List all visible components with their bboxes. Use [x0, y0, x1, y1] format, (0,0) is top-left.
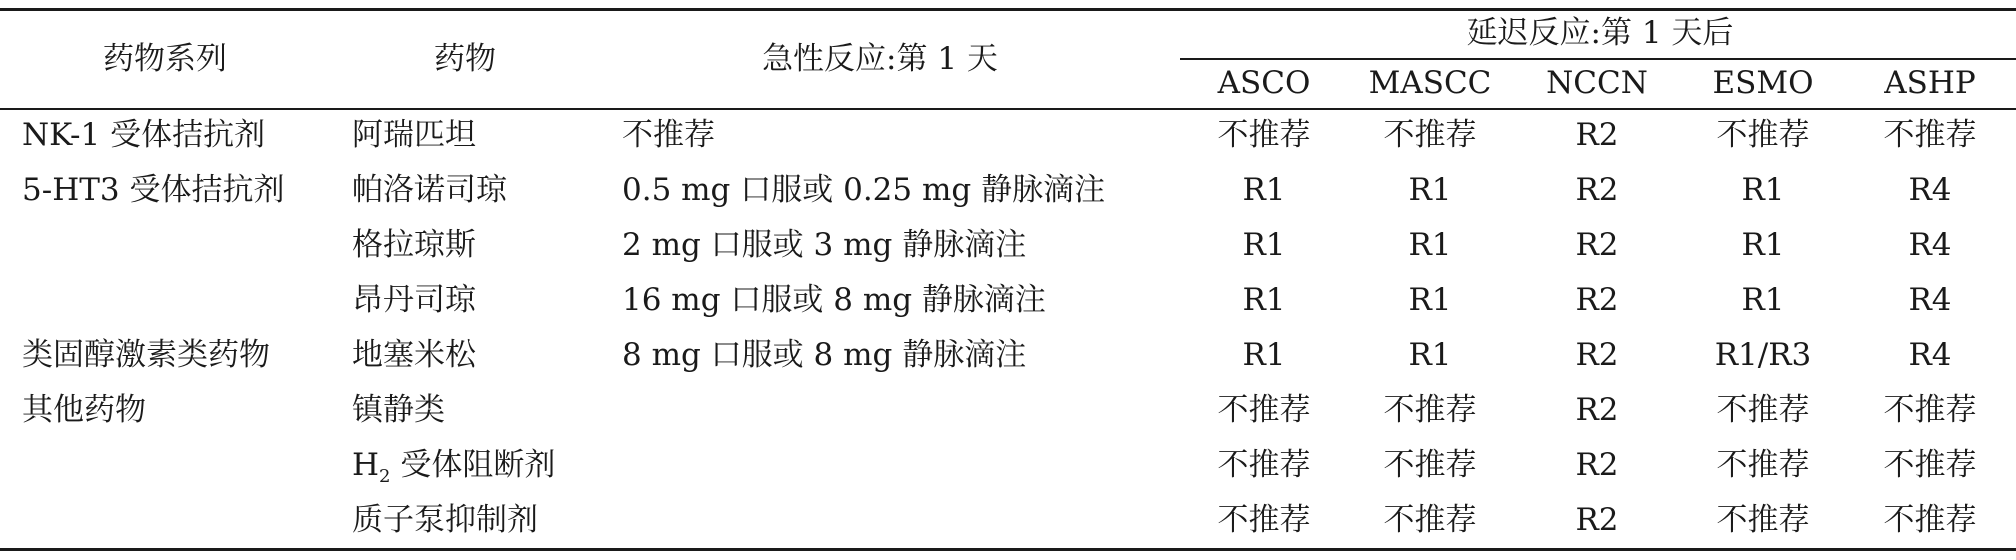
row-mascc: 不推荐	[1383, 502, 1477, 538]
header-guideline-asco: ASCO	[1217, 65, 1311, 101]
row-nccn: R2	[1575, 227, 1619, 263]
drug-suffix: 受体阻断剂	[390, 447, 556, 483]
row-mascc: 不推荐	[1383, 117, 1477, 153]
row-esmo: R1	[1741, 282, 1785, 318]
row-nccn: R2	[1575, 117, 1619, 153]
row-mascc: R1	[1408, 282, 1452, 318]
row-asco: R1	[1242, 337, 1286, 373]
drug-prefix: H	[352, 447, 380, 483]
bottom-rule	[0, 548, 2016, 551]
row-asco: 不推荐	[1217, 502, 1311, 538]
header-guideline-ashp: ASHP	[1884, 65, 1976, 101]
row-mascc: 不推荐	[1383, 392, 1477, 428]
row-drug: 格拉琼斯	[352, 227, 476, 263]
row-drug: 阿瑞匹坦	[352, 117, 476, 153]
row-drug-class: NK-1 受体拮抗剂	[22, 117, 266, 153]
row-nccn: R2	[1575, 337, 1619, 373]
row-ashp: 不推荐	[1883, 392, 1977, 428]
row-mascc: 不推荐	[1383, 447, 1477, 483]
row-esmo: R1	[1741, 227, 1785, 263]
row-asco: 不推荐	[1217, 447, 1311, 483]
row-nccn: R2	[1575, 282, 1619, 318]
header-drug: 药物	[434, 41, 496, 77]
row-nccn: R2	[1575, 172, 1619, 208]
row-esmo: 不推荐	[1716, 117, 1810, 153]
header-guideline-esmo: ESMO	[1712, 65, 1814, 101]
row-acute: 2 mg 口服或 3 mg 静脉滴注	[622, 227, 1027, 263]
row-nccn: R2	[1575, 447, 1619, 483]
row-ashp: R4	[1908, 227, 1952, 263]
row-ashp: 不推荐	[1883, 502, 1977, 538]
row-ashp: 不推荐	[1883, 447, 1977, 483]
row-drug: 质子泵抑制剂	[352, 502, 538, 538]
row-esmo: R1	[1741, 172, 1785, 208]
row-esmo: R1/R3	[1714, 337, 1812, 373]
row-asco: 不推荐	[1217, 117, 1311, 153]
row-esmo: 不推荐	[1716, 447, 1810, 483]
header-guideline-nccn: NCCN	[1546, 65, 1648, 101]
row-drug-class: 其他药物	[22, 392, 146, 428]
header-guideline-mascc: MASCC	[1368, 65, 1492, 101]
row-asco: R1	[1242, 282, 1286, 318]
row-drug	[352, 445, 555, 497]
header-delayed: 延迟反应:第 1 天后	[1466, 15, 1734, 51]
header-bottom-rule	[0, 108, 2016, 110]
row-nccn: R2	[1575, 502, 1619, 538]
row-esmo: 不推荐	[1716, 392, 1810, 428]
row-ashp: R4	[1908, 337, 1952, 373]
row-asco: R1	[1242, 227, 1286, 263]
row-drug: 帕洛诺司琼	[352, 172, 507, 208]
row-drug: 地塞米松	[352, 337, 476, 373]
row-drug-class: 类固醇激素类药物	[22, 337, 270, 373]
header-drug-class: 药物系列	[103, 41, 227, 77]
row-ashp: 不推荐	[1883, 117, 1977, 153]
top-rule	[0, 8, 2016, 11]
drug-subscript: 2	[379, 466, 391, 487]
row-mascc: R1	[1408, 227, 1452, 263]
row-acute: 不推荐	[622, 117, 715, 153]
row-drug: 昂丹司琼	[352, 282, 476, 318]
row-ashp: R4	[1908, 172, 1952, 208]
row-mascc: R1	[1408, 172, 1452, 208]
row-acute: 0.5 mg 口服或 0.25 mg 静脉滴注	[622, 172, 1106, 208]
row-asco: 不推荐	[1217, 392, 1311, 428]
row-nccn: R2	[1575, 392, 1619, 428]
row-esmo: 不推荐	[1716, 502, 1810, 538]
row-mascc: R1	[1408, 337, 1452, 373]
row-drug: 镇静类	[352, 392, 445, 428]
row-drug-class: 5-HT3 受体拮抗剂	[22, 172, 285, 208]
row-asco: R1	[1242, 172, 1286, 208]
row-acute: 16 mg 口服或 8 mg 静脉滴注	[622, 282, 1046, 318]
row-ashp: R4	[1908, 282, 1952, 318]
delayed-span-rule	[1180, 58, 2016, 60]
header-acute: 急性反应:第 1 天	[762, 41, 998, 77]
row-acute: 8 mg 口服或 8 mg 静脉滴注	[622, 337, 1027, 373]
